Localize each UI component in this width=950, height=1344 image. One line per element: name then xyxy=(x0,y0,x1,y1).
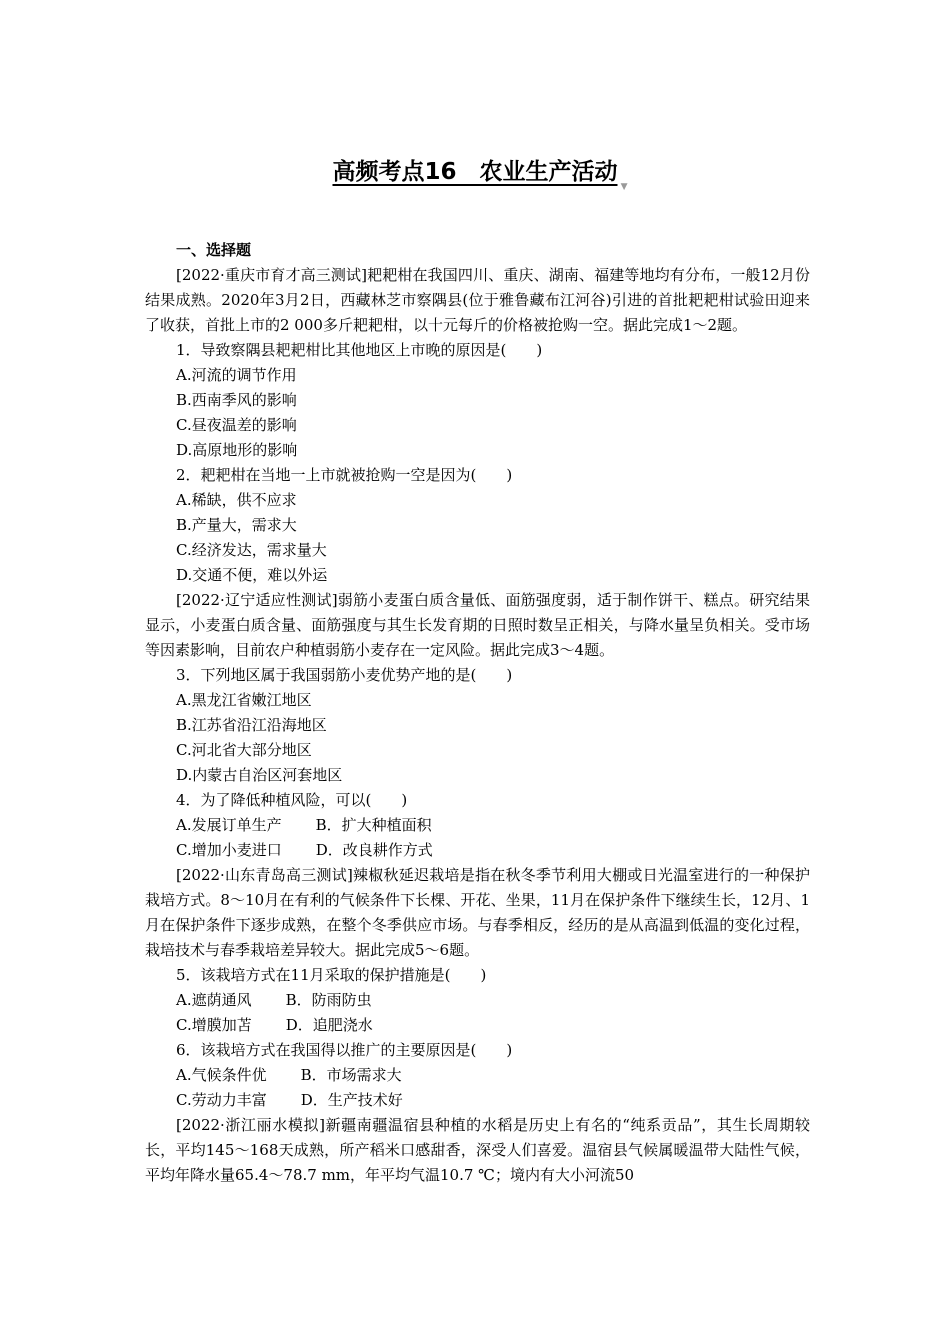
question-5-option-b: B．防雨防虫 xyxy=(285,991,372,1009)
question-1-option-a: A.河流的调节作用 xyxy=(176,366,297,384)
question-2-option-b: B.产量大，需求大 xyxy=(176,516,297,534)
section-heading: 一、选择题 xyxy=(176,241,252,259)
question-4-option-d: D．改良耕作方式 xyxy=(315,841,433,859)
question-6-option-d: D．生产技术好 xyxy=(300,1091,403,1109)
question-4-option-a: A.发展订单生产 xyxy=(176,816,282,834)
question-4-options-ab xyxy=(145,813,810,838)
passage-4: [2022·浙江丽水模拟]新疆南疆温宿县种植的水稻是历史上有名的“纯系贡品”，其生长周期较长，平均145～168天成熟，所产稻米口感甜香，深受人们喜爱。温宿县气候属暖温带大陆性气候，平均年降水量65.4～78.7 mm，年平均气温10.7 ℃；境内有大小河流50 xyxy=(145,1116,810,1184)
question-2-option-c: C.经济发达，需求量大 xyxy=(176,541,327,559)
question-3-option-d: D.内蒙古自治区河套地区 xyxy=(176,766,343,784)
triangle-marker-icon: ▼ xyxy=(620,182,628,192)
question-5-stem: 5．该栽培方式在11月采取的保护措施是( ) xyxy=(176,966,487,984)
question-3-stem: 3．下列地区属于我国弱筋小麦优势产地的是( ) xyxy=(176,666,513,684)
question-5-options-cd xyxy=(145,1013,810,1038)
question-4-options-cd xyxy=(145,838,810,863)
question-1-option-c: C.昼夜温差的影响 xyxy=(176,416,297,434)
passage-2: [2022·辽宁适应性测试]弱筋小麦蛋白质含量低、面筋强度弱，适于制作饼干、糕点。研究结果显示，小麦蛋白质含量、面筋强度与其生长发育期的日照时数呈正相关，与降水量呈负相关。受市场等因素影响，目前农户种植弱筋小麦存在一定风险。据此完成3～4题。 xyxy=(145,591,810,659)
question-3-option-a: A.黑龙江省嫩江地区 xyxy=(176,691,312,709)
question-6-options-ab xyxy=(145,1063,810,1088)
question-1-stem: 1．导致察隅县耙耙柑比其他地区上市晚的原因是( ) xyxy=(176,341,543,359)
question-4-option-b: B．扩大种植面积 xyxy=(315,816,432,834)
question-5-option-d: D．追肥浇水 xyxy=(285,1016,373,1034)
passage-1: [2022·重庆市育才高三测试]耙耙柑在我国四川、重庆、湖南、福建等地均有分布，一般12月份结果成熟。2020年3月2日，西藏林芝市察隅县(位于雅鲁藏布江河谷)引进的首批耙耙柑试验田迎来了收获，首批上市的2 000多斤耙耙柑，以十元每斤的价格被抢购一空。据此完成1～2题。 xyxy=(145,266,810,334)
page-title xyxy=(0,152,950,192)
question-1-option-d: D.高原地形的影响 xyxy=(176,441,298,459)
question-3-option-b: B.江苏省沿江沿海地区 xyxy=(176,716,327,734)
passage-3: [2022·山东青岛高三测试]辣椒秋延迟栽培是指在秋冬季节利用大棚或日光温室进行的一种保护栽培方式。8～10月在有利的气候条件下长棵、开花、坐果，11月在保护条件下继续生长，12月、1月在保护条件下逐步成熟，在整个冬季供应市场。与春季相反，经历的是从高温到低温的变化过程，栽培技术与春季栽培差异较大。据此完成5～6题。 xyxy=(145,866,810,959)
question-5-option-c: C.增膜加苫 xyxy=(176,1016,252,1034)
question-6-option-a: A.气候条件优 xyxy=(176,1066,267,1084)
question-3-option-c: C.河北省大部分地区 xyxy=(176,741,312,759)
question-5-option-a: A.遮荫通风 xyxy=(176,991,252,1009)
question-2-option-d: D.交通不便，难以外运 xyxy=(176,566,328,584)
question-4-option-c: C.增加小麦进口 xyxy=(176,841,282,859)
question-5-options-ab xyxy=(145,988,810,1013)
question-6-stem: 6．该栽培方式在我国得以推广的主要原因是( ) xyxy=(176,1041,513,1059)
question-1-option-b: B.西南季风的影响 xyxy=(176,391,297,409)
title-text: 高频考点16 农业生产活动 xyxy=(332,159,618,185)
question-2-option-a: A.稀缺，供不应求 xyxy=(176,491,297,509)
question-6-option-c: C.劳动力丰富 xyxy=(176,1091,267,1109)
question-4-stem: 4．为了降低种植风险，可以( ) xyxy=(176,791,408,809)
question-2-stem: 2．耙耙柑在当地一上市就被抢购一空是因为( ) xyxy=(176,466,513,484)
question-6-options-cd xyxy=(145,1088,810,1113)
question-6-option-b: B．市场需求大 xyxy=(300,1066,402,1084)
document-body xyxy=(145,238,810,1188)
